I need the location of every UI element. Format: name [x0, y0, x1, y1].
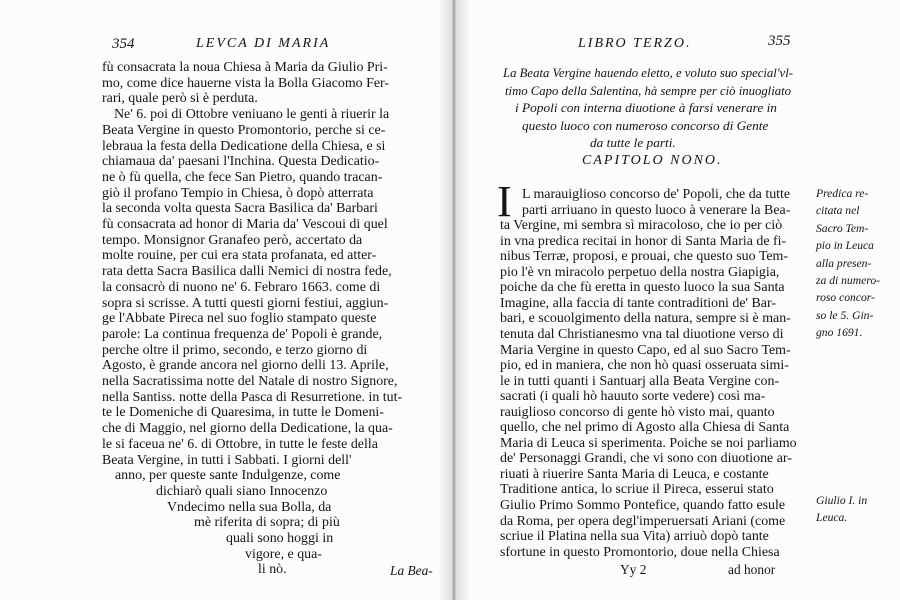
body-line: Beata Vergine, in tutti i Sabbati. I giorni dell' — [102, 451, 352, 467]
summary-line: da tutte le parti. — [590, 136, 676, 150]
page-number: 355 — [768, 33, 791, 49]
summary-line: timo Capo della Salentina, hà sempre per ciò inuogliato — [505, 83, 792, 98]
body-line: vigore, e qua- — [245, 545, 322, 561]
margin-note-line: Predica re- — [816, 187, 869, 200]
body-line: in vna predica recitai in honor di Santa Maria de fi- — [500, 232, 787, 248]
body-line: rata detta Sacra Basilica dalli Nemici di nostra fede, — [102, 263, 392, 279]
body-line: L marauiglioso concorso de' Popoli, che da tutte — [522, 186, 791, 201]
body-line: ge l'Abbate Pireca nel suo foglio stampato queste — [102, 310, 377, 326]
summary-line: La Beata Vergine hauendo eletto, e voluto suo special'vl- — [503, 66, 794, 80]
body-line: li nò. — [258, 561, 287, 577]
body-line: la seconda volta questa Sacra Basilica da' Barbari — [102, 200, 378, 216]
summary-line: i Popoli con interna diuotione à farsi venerare in — [515, 101, 777, 115]
body-line: perche oltre il primo, secondo, e terzo giorno di — [102, 341, 368, 357]
margin-note-line: za di numero- — [816, 274, 880, 287]
body-line: riuati à riuerire Santa Maria di Leuca, e costante — [500, 465, 769, 481]
body-line: mè riferita di sopra; di più — [194, 514, 340, 530]
body-line: Maria Vergine in questo Capo, ed al suo Sacro Tem- — [500, 341, 791, 357]
catchword: ad honor — [728, 562, 776, 577]
body-line: fù consacrata ad honor di Maria da' Vescoui di quel — [102, 216, 388, 231]
body-line: pio l'è vn miracolo perpetuo della nostra Giapigia, — [500, 263, 780, 279]
catchword: La Bea- — [390, 563, 433, 578]
body-line: Traditione antica, lo scriue il Pireca, esserui stato — [500, 481, 774, 497]
body-line: poiche da che fù eretta in questo luoco la sua Santa — [500, 279, 785, 295]
body-line: tempo. Monsignor Granafeo però, accertato da — [102, 231, 363, 247]
margin-note-line: Leuca. — [816, 511, 848, 525]
margin-note-line: alla presen- — [816, 256, 872, 270]
body-line: Imagine, alla faccia di tante contraditioni de' Bar- — [500, 294, 776, 310]
body-line: chiamaua da' paesani l'Inchina. Questa Dedicatio- — [102, 153, 380, 169]
body-line: da Roma, per opera degl'imperuersati Ariani (come — [500, 512, 786, 528]
body-line: molte rouine, per cui era stata profanata, ed atter- — [102, 247, 377, 263]
body-line: giò il profano Tempio in Chiesa, ò dopò atterrata — [102, 184, 374, 200]
body-line: la consacrò di nuono ne' 6. Febraro 1663. come di — [102, 278, 381, 294]
body-line: sacrati (i quali hò hauuto sorte vedere) così ma- — [500, 388, 766, 404]
body-line: nella Sacratissima notte del Natale di nostro Signore, — [102, 373, 398, 388]
signature-mark: Yy 2 — [620, 562, 647, 577]
margin-note-line: roso concor- — [816, 291, 875, 305]
body-line: Ne' 6. poi di Ottobre veniuano le genti à riuerir la — [114, 106, 390, 122]
margin-note-line: so le 5. Gin- — [816, 308, 874, 322]
margin-note-line: Sacro Tem- — [816, 221, 869, 235]
body-line: che di Maggio, nel giorno della Dedicatione, la qua- — [102, 420, 393, 436]
body-line: sfortune in questo Promontorio, doue nella Chiesa — [500, 543, 780, 559]
margin-note-line: Giulio I. in — [816, 494, 868, 507]
margin-note-line: citata nel — [816, 204, 860, 218]
summary-line: questo luoco con numeroso concorso di Gente — [522, 118, 769, 133]
running-head: LEVCA DI MARIA — [196, 36, 331, 51]
body-line: de' Personaggi Grandi, che vi sono con diuotione ar- — [500, 450, 792, 466]
body-line: Maria di Leuca si sperimenta. Poiche se noi parliamo — [500, 434, 797, 450]
body-line: Beata Vergine in questo Promontorio, perche si ce- — [102, 121, 386, 137]
body-line: Agosto, è grande ancora nel giorno delli 13. Aprile, — [102, 357, 389, 373]
body-line: pio, ed in maniera, che non hò quasi osseruata simi- — [500, 357, 789, 373]
body-line: anno, per queste sante Indulgenze, come — [115, 467, 341, 483]
body-line: scriue il Platina nella sua Vita) arriuò dopò tante — [500, 528, 769, 544]
body-line: nella Santiss. notte della Pasca di Resurretione. in tut- — [102, 388, 403, 404]
page-number: 354 — [112, 36, 135, 52]
body-line: rari, quale però si è perduta. — [102, 90, 258, 106]
right-page — [456, 0, 900, 600]
margin-note-line: gno 1691. — [816, 326, 863, 340]
margin-note-line: pio in Leuca — [816, 239, 874, 253]
body-line: Vndecimo nella sua Bolla, da — [167, 498, 332, 514]
body-line: le si faceua ne' 6. di Ottobre, in tutte le feste della — [102, 435, 378, 451]
body-line: fù consacrata la noua Chiesa à Maria da Giulio Pri- — [102, 59, 388, 74]
body-line: le in tutti quanti i Santuarj alla Beata Vergine con- — [500, 372, 780, 388]
running-head: LIBRO TERZO. — [578, 36, 692, 51]
body-line: parole: La continua frequenza de' Popoli è grande, — [102, 325, 383, 341]
body-line: quello, che nel primo di Agosto alla Chiesa di Santa — [500, 419, 790, 435]
body-line: lebraua la festa della Dedicatione della Chiesa, e si — [102, 137, 386, 153]
drop-cap: I — [497, 177, 512, 226]
body-line: nibus Terræ, proposi, e prouai, che questo suo Tem- — [500, 248, 789, 264]
chapter-title: CAPITOLO NONO. — [582, 153, 723, 168]
body-line: mo, come dice hauerne vista la Bolla Giacomo Fer- — [102, 74, 390, 90]
body-line: sopra si scrisse. A tutti questi giorni festiui, aggiun- — [102, 294, 389, 310]
body-line: te le Domeniche di Quaresima, in tutte le Domeni- — [102, 404, 384, 420]
body-line: bari, e scouolgimento della natura, sempre si è man- — [500, 310, 791, 326]
body-line: ne ò fù quella, che fece San Pietro, quando tracan- — [102, 168, 383, 184]
body-line: parti arriuano in questo luoco à venerare la Bea- — [522, 201, 791, 217]
body-line: ta Vergine, mi sembra sì miracoloso, che io per ciò — [500, 217, 783, 233]
body-line: tenuta dal Christianesmo vna tal diuotione verso di — [500, 325, 784, 341]
body-line: rauiglioso concorso di gente hò visto mai, quanto — [500, 403, 775, 419]
body-line: Giulio Primo Sommo Pontefice, quando fatto esule — [500, 497, 786, 512]
body-line: quali sono hoggi in — [226, 530, 334, 545]
body-line: dichiarò quali siano Innocenzo — [156, 482, 328, 498]
